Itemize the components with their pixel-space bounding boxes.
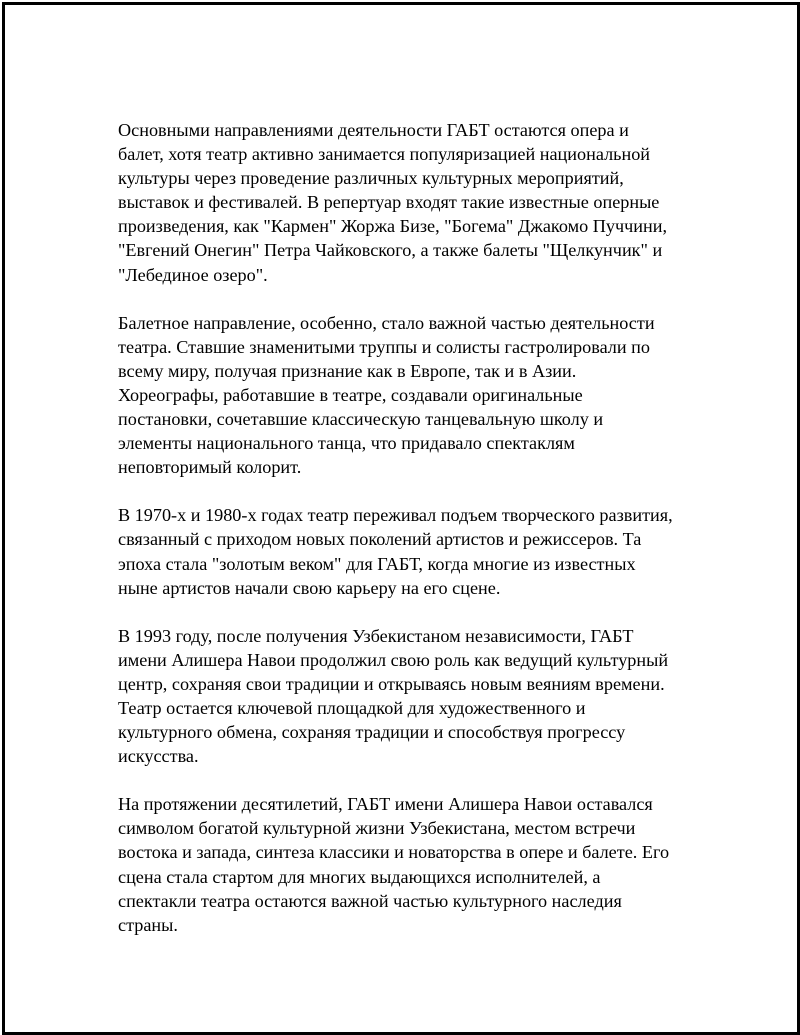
paragraph-line: центр, сохраняя свои традиции и открываясь новым веяниям времени. — [118, 673, 665, 694]
document-body — [118, 118, 698, 961]
paragraph-2 — [118, 311, 698, 480]
paragraph-line: Балетное направление, особенно, стало важной частью деятельности — [118, 312, 655, 333]
paragraph-line: произведения, как "Кармен" Жоржа Бизе, "Богема" Джакомо Пуччини, — [118, 216, 667, 237]
paragraph-line: Театр остается ключевой площадкой для художественного и — [118, 697, 586, 718]
paragraph-3 — [118, 503, 698, 599]
paragraph-line: сцена стала стартом для многих выдающихся исполнителей, а — [118, 866, 601, 887]
paragraph-line: эпоха стала "золотым веком" для ГАБТ, когда многие из известных — [118, 553, 636, 574]
paragraph-line: ныне артистов начали свою карьеру на его сцене. — [118, 577, 501, 598]
paragraph-5 — [118, 792, 698, 937]
paragraph-line: На протяжении десятилетий, ГАБТ имени Алишера Навои оставался — [118, 794, 653, 815]
paragraph-line: связанный с приходом новых поколений артистов и режиссеров. Та — [118, 529, 642, 550]
paragraph-line: В 1993 году, после получения Узбекистаном независимости, ГАБТ — [118, 625, 634, 646]
paragraph-line: неповторимый колорит. — [118, 457, 302, 478]
paragraph-line: Хореографы, работавшие в театре, создавали оригинальные — [118, 384, 583, 405]
paragraph-line: страны. — [118, 914, 178, 935]
paragraph-line: всему миру, получая признание как в Европе, так и в Азии. — [118, 360, 577, 381]
paragraph-line: театра. Ставшие знаменитыми труппы и солисты гастролировали по — [118, 336, 650, 357]
paragraph-line: символом богатой культурной жизни Узбекистана, местом встречи — [118, 818, 636, 839]
paragraph-line: В 1970-х и 1980-х годах театр переживал подъем творческого развития, — [118, 505, 673, 526]
paragraph-4 — [118, 624, 698, 769]
paragraph-line: спектакли театра остаются важной частью культурного наследия — [118, 890, 622, 911]
paragraph-line: "Евгений Онегин" Петра Чайковского, а также балеты "Щелкунчик" и — [118, 240, 663, 261]
paragraph-line: искусства. — [118, 746, 199, 767]
paragraph-line: выставок и фестивалей. В репертуар входят такие известные оперные — [118, 192, 660, 213]
paragraph-line: востока и запада, синтеза классики и новаторства в опере и балете. Его — [118, 842, 670, 863]
paragraph-1 — [118, 118, 698, 287]
paragraph-line: постановки, сочетавшие классическую танцевальную школу и — [118, 409, 604, 430]
paragraph-line: балет, хотя театр активно занимается популяризацией национальной — [118, 144, 651, 165]
paragraph-line: культурного обмена, сохраняя традиции и способствуя прогрессу — [118, 722, 626, 743]
paragraph-line: элементы национального танца, что придавало спектаклям — [118, 433, 575, 454]
paragraph-line: "Лебединое озеро". — [118, 264, 268, 285]
paragraph-line: культуры через проведение различных культурных мероприятий, — [118, 168, 624, 189]
paragraph-line: имени Алишера Навои продолжил свою роль как ведущий культурный — [118, 649, 669, 670]
paragraph-line: Основными направлениями деятельности ГАБТ остаются опера и — [118, 120, 629, 140]
